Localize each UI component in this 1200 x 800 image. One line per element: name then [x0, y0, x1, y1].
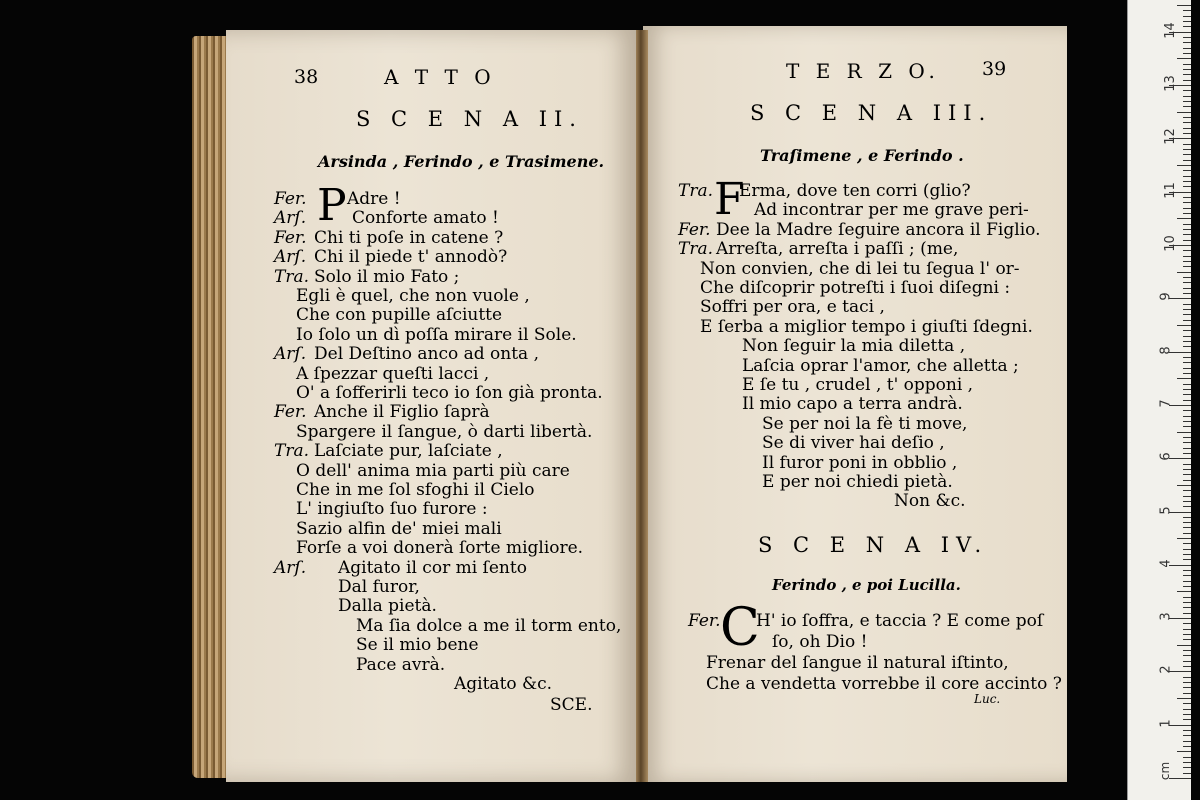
- ruler-tick: [1183, 277, 1191, 278]
- ruler-tick: [1183, 746, 1191, 747]
- verse-line: Ad incontrar per me grave peri-: [754, 200, 1029, 221]
- ruler-tick: [1183, 394, 1191, 395]
- ruler-tick: [1183, 368, 1191, 369]
- ruler-tick: [1183, 133, 1191, 134]
- ruler-tick: [1183, 74, 1191, 75]
- speaker-label: Arſ.: [274, 247, 307, 268]
- ruler-label: 1: [1158, 719, 1174, 728]
- verse-line: Che diſcoprir potreſti i ſuoi diſegni :: [700, 278, 1011, 298]
- ruler-tick: [1183, 336, 1191, 337]
- ruler-tick: [1183, 389, 1191, 390]
- ruler-tick: [1183, 208, 1191, 209]
- ruler-tick: [1183, 453, 1191, 454]
- ruler-tick: [1183, 106, 1191, 107]
- verse-line: E ſe tu , crudel , t' opponi ,: [742, 375, 974, 395]
- ruler-tick: [1183, 506, 1191, 507]
- ruler-label: 12: [1162, 128, 1178, 146]
- verse-line: Chi il piede t' annodò?: [314, 247, 508, 268]
- ruler-tick: [1177, 165, 1191, 166]
- ruler-tick: [1183, 735, 1191, 736]
- ruler-tick: [1183, 650, 1191, 651]
- ruler-tick: [1183, 10, 1191, 11]
- verse-line: Agitato &c.: [454, 674, 553, 694]
- ruler-tick: [1183, 261, 1191, 262]
- ruler-tick: [1183, 762, 1191, 763]
- ruler-tick: [1183, 304, 1191, 305]
- dropcap-right: F: [714, 174, 745, 225]
- page-number-left: 38: [294, 66, 319, 88]
- ruler-tick: [1183, 48, 1191, 49]
- ruler-tick: [1183, 176, 1191, 177]
- speaker-label: Fer.: [274, 189, 307, 209]
- speaker-label: Tra.: [678, 239, 714, 260]
- verse-line: Arreſta, arreſta i paſſi ; (me,: [716, 239, 959, 260]
- ruler-tick: [1183, 96, 1191, 97]
- ruler-tick: [1183, 186, 1191, 187]
- ruler-tick: [1183, 320, 1191, 321]
- ruler-tick: [1183, 575, 1191, 576]
- ruler-tick: [1183, 346, 1191, 347]
- ruler-tick: [1177, 5, 1191, 6]
- ruler-tick: [1183, 666, 1191, 667]
- ruler-tick: [1183, 250, 1191, 251]
- ruler-tick: [1183, 416, 1191, 417]
- dropcap-right-2: C: [720, 598, 760, 658]
- running-head-left: A T T O: [384, 65, 496, 89]
- ruler-tick: [1183, 16, 1191, 17]
- ruler-tick: [1183, 256, 1191, 257]
- verse-line: Chi ti poſe in catene ?: [314, 227, 504, 248]
- ruler-tick: [1183, 37, 1191, 38]
- verse-line: Il furor poni in obblio ,: [762, 452, 958, 473]
- ruler-tick: [1183, 570, 1191, 571]
- ruler-tick: [1183, 53, 1191, 54]
- ruler-tick: [1183, 117, 1191, 118]
- ruler-tick: [1183, 719, 1191, 720]
- speaker-label: Arſ.: [274, 208, 307, 229]
- verse-line: H' io ſoffra, e taccia ? E come poſ: [756, 611, 1044, 631]
- speaker-label: Fer.: [678, 219, 711, 240]
- ruler-label: 8: [1158, 345, 1174, 355]
- ruler-tick: [1183, 154, 1191, 155]
- ruler-tick: [1183, 581, 1191, 582]
- ruler-tick: [1183, 240, 1191, 241]
- speaker-label: Arſ.: [274, 344, 307, 365]
- ruler-tick: [1183, 160, 1191, 161]
- ruler-tick: [1183, 288, 1191, 289]
- cast-left: Arsinda , Ferindo , e Trasimene.: [318, 152, 605, 171]
- ruler-tick: [1183, 122, 1191, 123]
- verse-line: ſo, oh Dio !: [772, 632, 868, 652]
- cast-right-2: Ferindo , e poi Lucilla.: [772, 576, 961, 594]
- ruler-tick: [1183, 703, 1191, 704]
- ruler-tick: [1183, 426, 1191, 427]
- ruler-tick: [1183, 21, 1191, 22]
- ruler-tick: [1177, 538, 1191, 539]
- ruler-tick: [1183, 64, 1191, 65]
- ruler-label: 7: [1158, 399, 1174, 408]
- verse-line: Non ſeguir la mia diletta ,: [742, 336, 966, 357]
- ruler-tick: [1183, 634, 1191, 635]
- ruler-tick: [1183, 357, 1191, 358]
- ruler-tick: [1183, 69, 1191, 70]
- ruler-tick: [1183, 549, 1191, 550]
- verse-line: Se per noi la fè ti move,: [762, 413, 968, 434]
- ruler-label: 2: [1158, 665, 1174, 675]
- ruler-tick: [1183, 607, 1191, 608]
- ruler-tick: [1183, 623, 1191, 624]
- ruler-tick: [1183, 362, 1191, 363]
- ruler-tick: [1183, 224, 1191, 225]
- ruler-tick: [1183, 709, 1191, 710]
- ruler-tick: [1183, 101, 1191, 102]
- scene-title-left: S C E N A II.: [356, 107, 583, 131]
- verse-line: Soffri per ora, e taci ,: [700, 297, 885, 318]
- ruler-label: 14: [1162, 22, 1178, 39]
- ruler-tick: [1183, 490, 1191, 491]
- speaker-label: Fer.: [274, 402, 307, 423]
- verse-line: Solo il mio Fato ;: [314, 266, 460, 287]
- verse-line: O' a ſofferirli teco io ſon già pronta.: [296, 383, 603, 403]
- verse-line: Conforte amato !: [352, 208, 499, 229]
- ruler-tick: [1183, 282, 1191, 283]
- page-number-right: 39: [982, 58, 1007, 80]
- ruler-tick: [1183, 144, 1191, 145]
- running-head-right: T E R Z O.: [786, 59, 940, 83]
- catchword-right: Luc.: [974, 692, 1001, 706]
- ruler-tick: [1177, 58, 1191, 59]
- ruler-label: 10: [1162, 235, 1178, 252]
- verse-line: Forſe a voi donerà ſorte migliore.: [296, 538, 584, 559]
- ruler-label: 4: [1158, 559, 1174, 568]
- verse-line: Spargere il ſangue, ò darti libertà.: [296, 421, 593, 442]
- ruler-tick: [1183, 448, 1191, 449]
- verse-line: Frenar del ſangue il natural iſtinto,: [706, 653, 1009, 673]
- verse-line: Erma, dove ten corri (glio?: [739, 181, 971, 201]
- ruler-tick: [1183, 149, 1191, 150]
- ruler-tick: [1177, 432, 1191, 433]
- verse-line: Ma ſia dolce a me il torm ento,: [356, 615, 622, 636]
- ruler-tick: [1183, 714, 1191, 715]
- verse-line: Il mio capo a terra andrà.: [742, 394, 963, 415]
- verse-line: Che in me ſol sfoghi il Cielo: [296, 480, 535, 500]
- ruler-tick: [1183, 437, 1191, 438]
- ruler-tick: [1183, 197, 1191, 198]
- verse-line: Del Deſtino anco ad onta ,: [314, 344, 539, 365]
- verse-line: Non &c.: [894, 491, 966, 512]
- ruler-tick: [1183, 559, 1191, 560]
- ruler-tick: [1183, 682, 1191, 683]
- verse-line: Dee la Madre ſeguire ancora il Figlio.: [716, 219, 1041, 240]
- speaker-label: Tra.: [678, 181, 714, 201]
- ruler-label: 5: [1158, 505, 1174, 515]
- cast-right: Traſimene , e Ferindo .: [760, 146, 964, 165]
- ruler-tick: [1177, 218, 1191, 219]
- verse-line: Adre !: [347, 189, 401, 209]
- ruler-tick: [1183, 554, 1191, 555]
- verse-line: Non convien, che di lei tu ſegua l' or-: [700, 258, 1020, 279]
- ruler-tick: [1183, 655, 1191, 656]
- ruler-tick: [1183, 677, 1191, 678]
- ruler-tick: [1183, 421, 1191, 422]
- ruler-tick: [1183, 602, 1191, 603]
- ruler-tick: [1183, 234, 1191, 235]
- ruler-tick: [1183, 293, 1191, 294]
- ruler-tick: [1183, 543, 1191, 544]
- ruler-tick: [1183, 501, 1191, 502]
- ruler-tick: [1183, 202, 1191, 203]
- ruler-tick: [1183, 469, 1191, 470]
- ruler-tick: [1183, 384, 1191, 385]
- ruler-tick: [1183, 496, 1191, 497]
- ruler-tick: [1183, 693, 1191, 694]
- ruler-tick: [1183, 42, 1191, 43]
- verse-line: Agitato il cor mi ſento: [338, 557, 527, 578]
- verse-line: Che con pupille aſciutte: [296, 305, 503, 326]
- ruler-label: 9: [1158, 292, 1174, 301]
- verse-line: Sazio alfin de' miei mali: [296, 518, 502, 539]
- ruler-tick: [1183, 266, 1191, 267]
- ruler-tick: [1183, 373, 1191, 374]
- ruler-tick: [1183, 597, 1191, 598]
- speaker-label: Tra.: [274, 266, 310, 287]
- verse-line: O dell' anima mia parti più care: [296, 460, 570, 481]
- ruler-tick: [1183, 128, 1191, 129]
- ruler-tick: [1183, 517, 1191, 518]
- dropcap-left: P: [317, 180, 347, 231]
- verse-line: E per noi chiedi pietà.: [762, 472, 953, 492]
- ruler-label: 6: [1158, 452, 1174, 461]
- ruler-tick: [1177, 645, 1191, 646]
- verse-line: Laſcia oprar l'amor, che alletta ;: [742, 355, 1019, 376]
- verse-line: Dalla pietà.: [338, 596, 437, 617]
- ruler-tick: [1183, 181, 1191, 182]
- speaker-label: Arſ.: [274, 557, 307, 578]
- ruler-tick: [1183, 522, 1191, 523]
- ruler-tick: [1183, 613, 1191, 614]
- verse-line: A ſpezzar queſti lacci ,: [296, 363, 490, 384]
- measurement-ruler: [1127, 0, 1191, 800]
- verse-line: Io ſolo un dì poſſa mirare il Sole.: [296, 324, 577, 345]
- ruler-tick: [1183, 586, 1191, 587]
- ruler-tick: [1183, 330, 1191, 331]
- ruler-tick: [1183, 400, 1191, 401]
- verse-line: Se di viver hai deſio ,: [762, 433, 945, 454]
- ruler-tick: [1183, 730, 1191, 731]
- ruler-tick: [1177, 112, 1191, 113]
- ruler-tick: [1183, 687, 1191, 688]
- ruler-tick: [1177, 378, 1191, 379]
- ruler-tick: [1183, 90, 1191, 91]
- ruler-tick: [1183, 229, 1191, 230]
- ruler-tick: [1183, 80, 1191, 81]
- ruler-tick: [1169, 778, 1191, 779]
- verse-line: Pace avrà.: [356, 654, 446, 675]
- verse-line: L' ingiuſto ſuo furore :: [296, 499, 488, 520]
- ruler-label: 3: [1158, 612, 1174, 621]
- verse-line: Laſciate pur, laſciate ,: [314, 441, 503, 462]
- ruler-tick: [1183, 629, 1191, 630]
- verse-line: E ſerba a miglior tempo i giuſti ſdegni.: [700, 316, 1033, 337]
- ruler-tick: [1183, 341, 1191, 342]
- speaker-label: Fer.: [274, 227, 307, 248]
- ruler-tick: [1183, 527, 1191, 528]
- ruler-unit: cm: [1158, 761, 1173, 781]
- ruler-tick: [1183, 661, 1191, 662]
- verse-line: Che a vendetta vorrebbe il core accinto ?: [706, 674, 1062, 694]
- ruler-tick: [1183, 773, 1191, 774]
- ruler-tick: [1183, 442, 1191, 443]
- catchword-left: SCE.: [550, 695, 593, 715]
- ruler-tick: [1183, 767, 1191, 768]
- ruler-tick: [1183, 170, 1191, 171]
- ruler-label: 13: [1162, 75, 1178, 92]
- ruler-tick: [1183, 309, 1191, 310]
- ruler-label: 11: [1162, 181, 1178, 199]
- scene-title-right-2: S C E N A IV.: [758, 533, 989, 557]
- ruler-tick: [1183, 480, 1191, 481]
- ruler-tick: [1177, 325, 1191, 326]
- speaker-label: Tra.: [274, 441, 310, 462]
- verse-line: Se il mio bene: [356, 635, 479, 656]
- verse-line: Dal furor,: [338, 577, 420, 597]
- ruler-tick: [1183, 26, 1191, 27]
- speaker-label: Fer.: [688, 611, 721, 631]
- ruler-tick: [1183, 474, 1191, 475]
- ruler-tick: [1177, 591, 1191, 592]
- scene-title-right: S C E N A III.: [750, 101, 993, 125]
- book-gutter: [636, 30, 648, 782]
- ruler-tick: [1177, 751, 1191, 752]
- verse-line: Anche il Figlio ſaprà: [314, 402, 490, 423]
- ruler-tick: [1177, 485, 1191, 486]
- ruler-tick: [1183, 741, 1191, 742]
- ruler-tick: [1183, 757, 1191, 758]
- ruler-tick: [1177, 272, 1191, 273]
- ruler-tick: [1183, 314, 1191, 315]
- ruler-tick: [1183, 410, 1191, 411]
- ruler-tick: [1183, 533, 1191, 534]
- ruler-tick: [1177, 698, 1191, 699]
- ruler-tick: [1183, 464, 1191, 465]
- ruler-tick: [1183, 639, 1191, 640]
- ruler-tick: [1183, 213, 1191, 214]
- verse-line: Egli è quel, che non vuole ,: [296, 286, 530, 306]
